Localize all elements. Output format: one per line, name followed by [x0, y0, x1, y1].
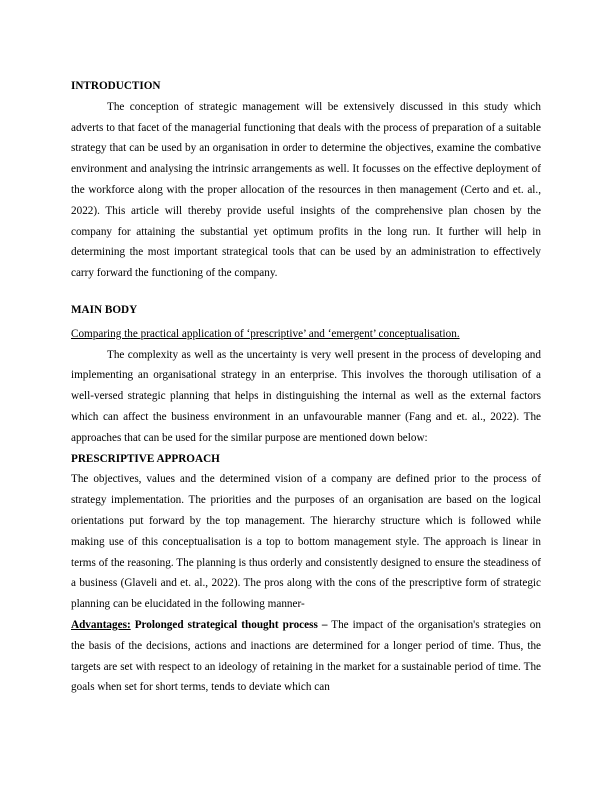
prescriptive-approach-heading: PRESCRIPTIVE APPROACH	[71, 452, 220, 465]
advantage-text: The impact of the organisation's strategies on the basis of the decisions, actions and inactions are determined for a longer period of time. Thus, the targets are set with respect to an ideology of retaining in the market for a sustainable period of time. The goals when set for short terms, tends to deviate which can	[71, 618, 541, 694]
introduction-heading: INTRODUCTION	[71, 80, 161, 92]
main-body-paragraph: The complexity as well as the uncertainty is very well present in the process of developing and implementing an organisational strategy in an enterprise. This involves the thorough utilisation of a well-versed strategic planning that helps in distinguishing the internal as well as the external factors which can affect the business environment in an unfavourable manner (Fang and et. al., 2022). The approaches that can be used for the similar purpose are mentioned down below:	[71, 348, 541, 444]
advantages-label: Advantages:	[71, 618, 131, 631]
document-page	[71, 76, 541, 698]
main-body-heading: MAIN BODY	[71, 303, 138, 316]
prescriptive-paragraph: The objectives, values and the determined vision of a company are defined prior to the process of strategy implementation. The priorities and the purposes of an organisation are based on the logical orientations put forward by the top management. The hierarchy structure which is followed while making use of this conceptualisation is a top to bottom management style. The approach is linear in terms of the reasoning. The planning is thus orderly and consistently designed to ensure the steadiness of a business (Glaveli and et. al., 2022). The pros along with the cons of the prescriptive form of strategic planning can be elucidated in the following manner-	[71, 473, 541, 611]
introduction-paragraph: The conception of strategic management will be extensively discussed in this study which adverts to that facet of the managerial functioning that deals with the process of preparation of a suitable strategy that can be used by an organisation in order to determine the objectives, examine the combative environment and analysing the intrinsic arrangements as well. It focusses on the effective deployment of the workforce along with the proper allocation of the resources in then management (Certo and et. al., 2022). This article will thereby provide useful insights of the comprehensive plan chosen by the company for attaining the substantial yet optimum profits in the long run. It further will help in determining the most important strategical tools that can be used by an administration to effectively carry forward the functioning of the company.	[71, 100, 541, 280]
comparison-subheading: Comparing the practical application of ‘prescriptive’ and ‘emergent’ conceptualisation.	[71, 327, 460, 340]
advantages-paragraph	[71, 615, 541, 698]
advantage-title: Prolonged strategical thought process –	[134, 618, 328, 631]
